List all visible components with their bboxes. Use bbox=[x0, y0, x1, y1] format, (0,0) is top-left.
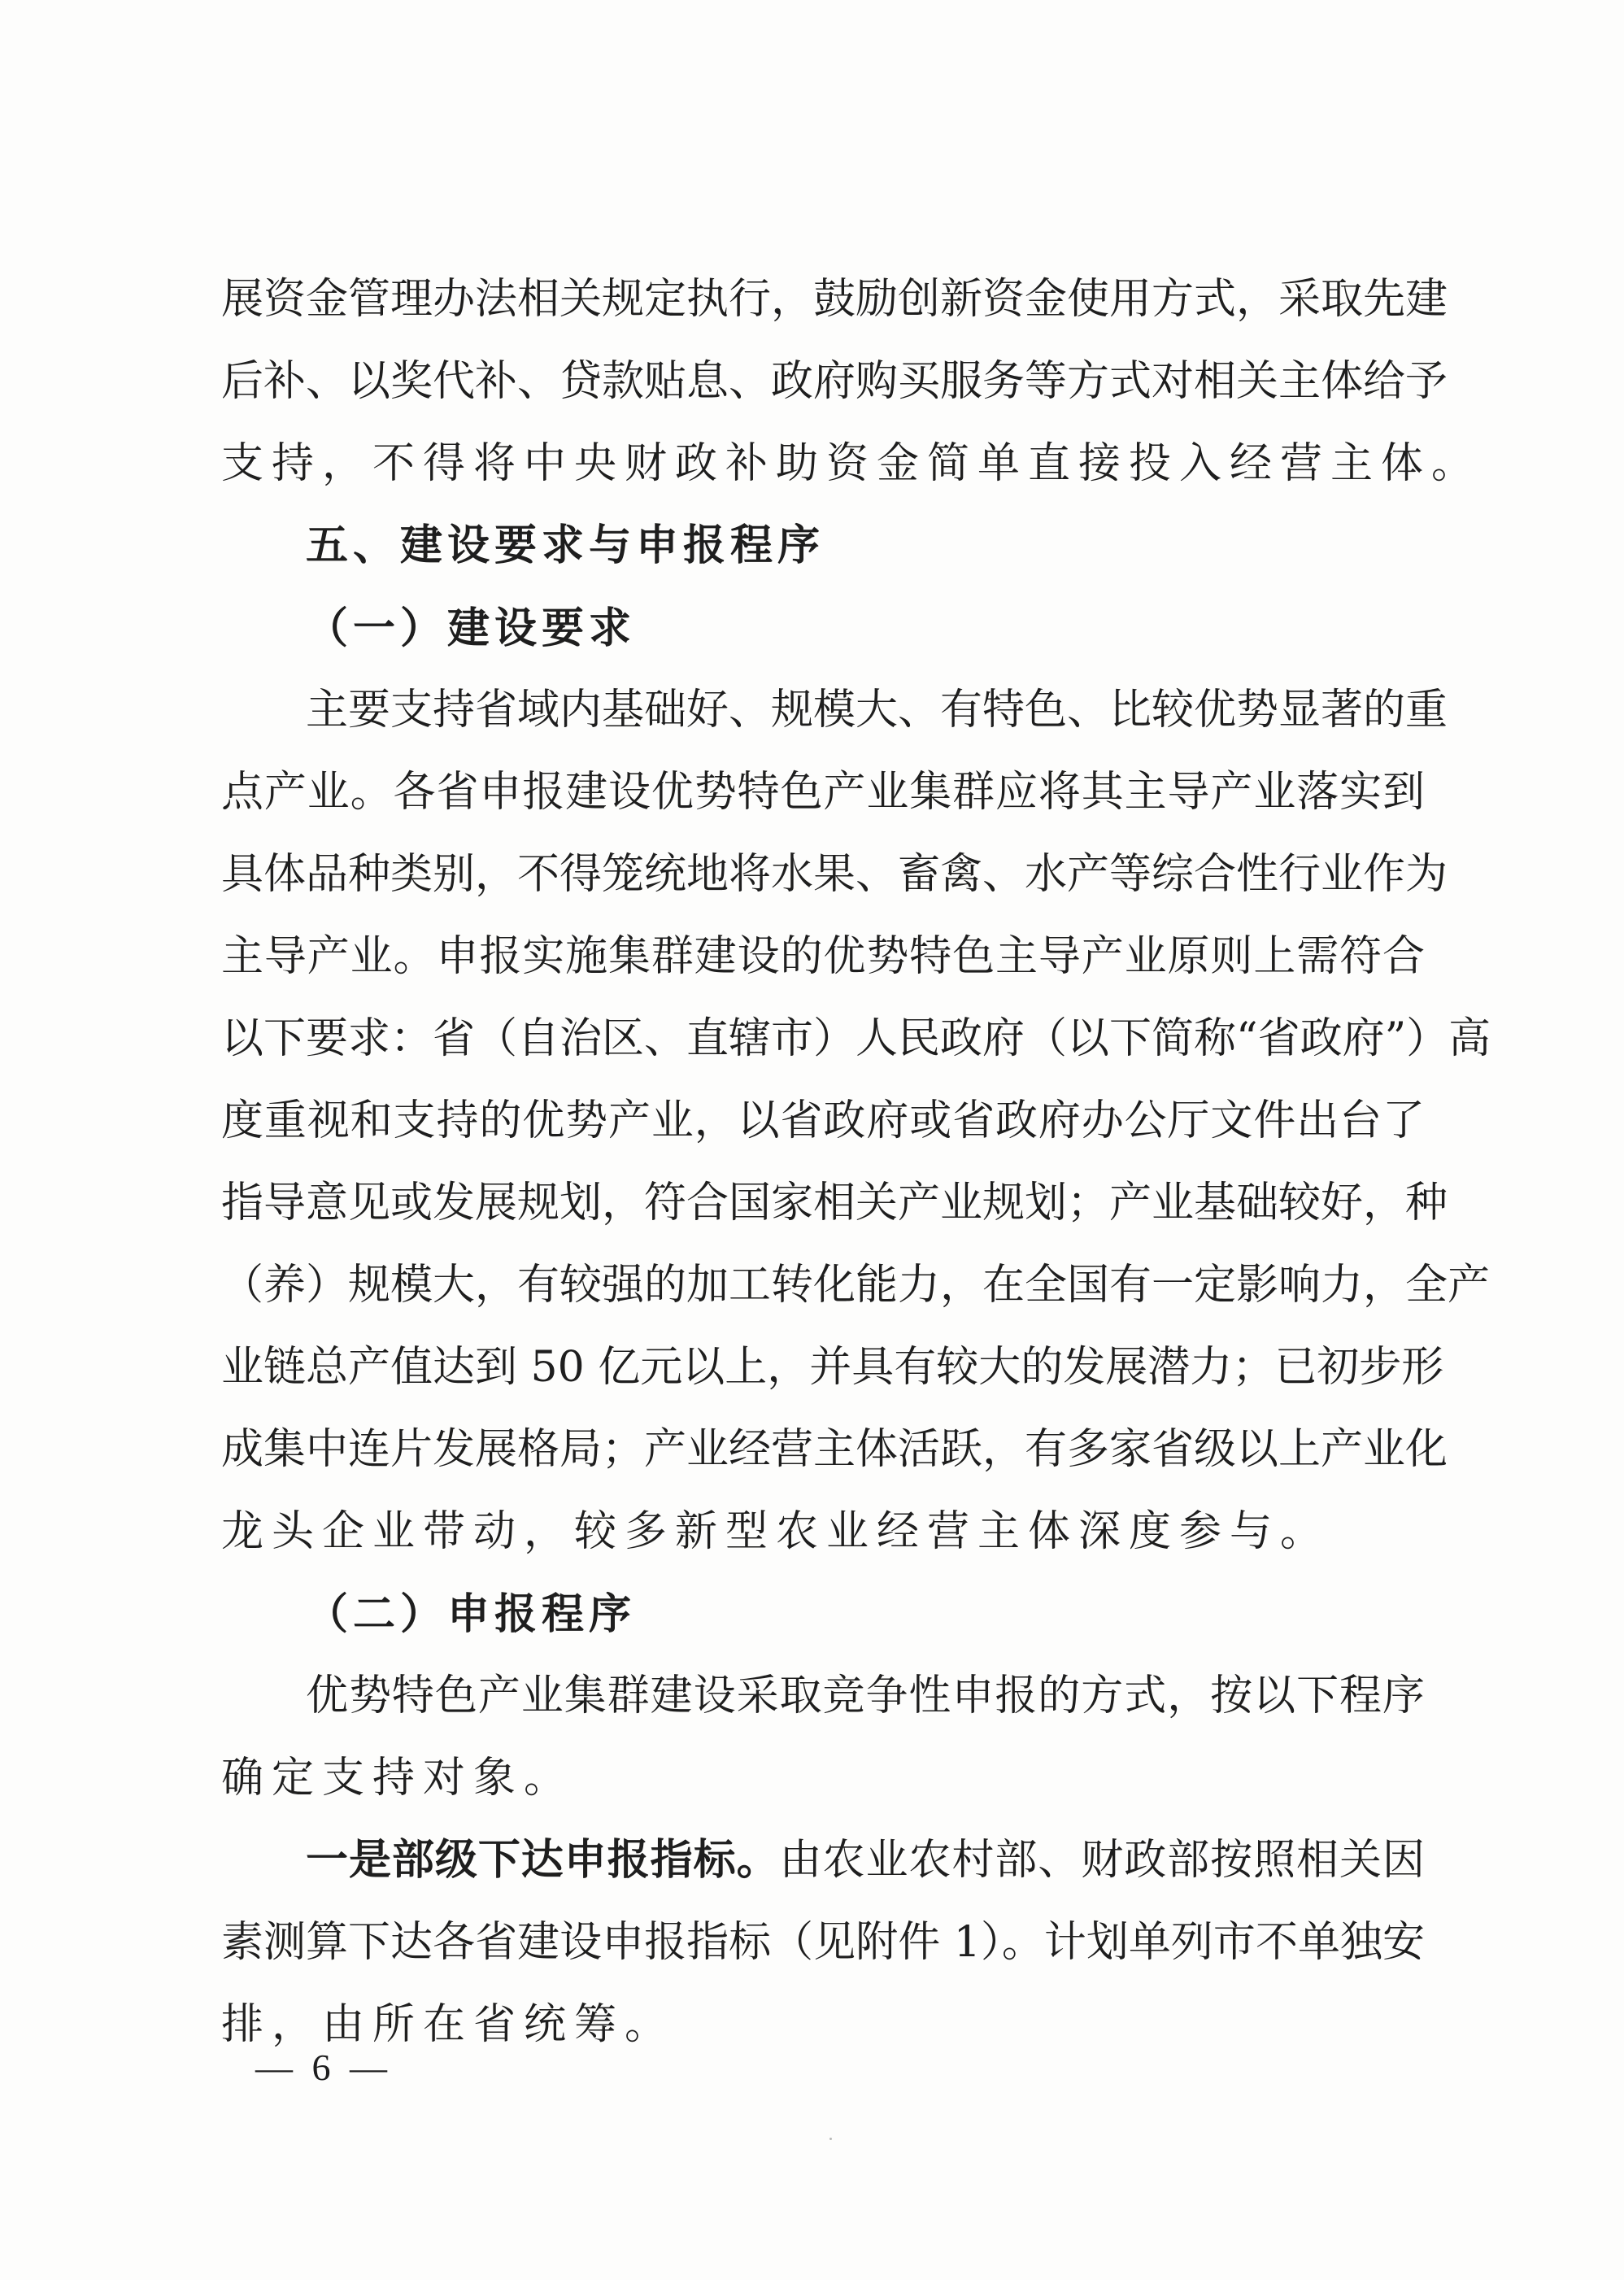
text-line: 业链总产值达到 50 亿元以上，并具有较大的发展潜力；已初步形 bbox=[221, 1343, 1444, 1392]
text-line: 点产业。各省申报建设优势特色产业集群应将其主导产业落实到 bbox=[221, 768, 1425, 817]
text-line: 指导意见或发展规划，符合国家相关产业规划；产业基础较好，种 bbox=[221, 1179, 1448, 1227]
document-body bbox=[221, 259, 1491, 2066]
text-line: 以下要求：省（自治区、直辖市）人民政府（以下简称“省政府”）高 bbox=[221, 1014, 1491, 1063]
subsection-heading: （二）申报程序 bbox=[306, 1589, 637, 1639]
text-line: （养）规模大，有较强的加工转化能力，在全国有一定影响力，全产 bbox=[221, 1261, 1491, 1310]
text-line: 成集中连片发展格局；产业经营主体活跃，有多家省级以上产业化 bbox=[221, 1425, 1448, 1474]
text-line: 支持，不得将中央财政补助资金简单直接投入经营主体。 bbox=[221, 439, 1482, 488]
text-line: 素测算下达各省建设申报指标（见附件 1）。计划单列市不单独安 bbox=[221, 1918, 1425, 1967]
section-heading: 五、建设要求与申报程序 bbox=[306, 521, 825, 570]
text-line: 具体品种类别，不得笼统地将水果、畜禽、水产等综合性行业作为 bbox=[221, 850, 1448, 899]
text-line: 后补、以奖代补、贷款贴息、政府购买服务等方式对相关主体给予 bbox=[221, 357, 1448, 406]
page-number: — 6 — bbox=[255, 2047, 392, 2088]
text-run: 由农业农村部、财政部按照相关因 bbox=[779, 1836, 1425, 1885]
subsection-heading: （一）建设要求 bbox=[306, 604, 637, 653]
text-line: 主导产业。申报实施集群建设的优势特色主导产业原则上需符合 bbox=[221, 932, 1425, 981]
text-line: 龙头企业带动，较多新型农业经营主体深度参与。 bbox=[221, 1507, 1331, 1556]
text-line: 排，由所在省统筹。 bbox=[221, 2000, 676, 2049]
text-line: 展资金管理办法相关规定执行，鼓励创新资金使用方式，采取先建 bbox=[221, 275, 1448, 324]
bold-lead-phrase: 一是部级下达申报指标。 bbox=[306, 1836, 780, 1885]
text-line bbox=[221, 1820, 1425, 1902]
scan-speck bbox=[829, 2138, 832, 2140]
text-line: 确定支持对象。 bbox=[221, 1754, 575, 1803]
text-line: 主要支持省域内基础好、规模大、有特色、比较优势显著的重 bbox=[306, 686, 1448, 735]
text-line: 优势特色产业集群建设采取竞争性申报的方式，按以下程序 bbox=[306, 1672, 1425, 1720]
text-line: 度重视和支持的优势产业，以省政府或省政府办公厅文件出台了 bbox=[221, 1096, 1425, 1145]
